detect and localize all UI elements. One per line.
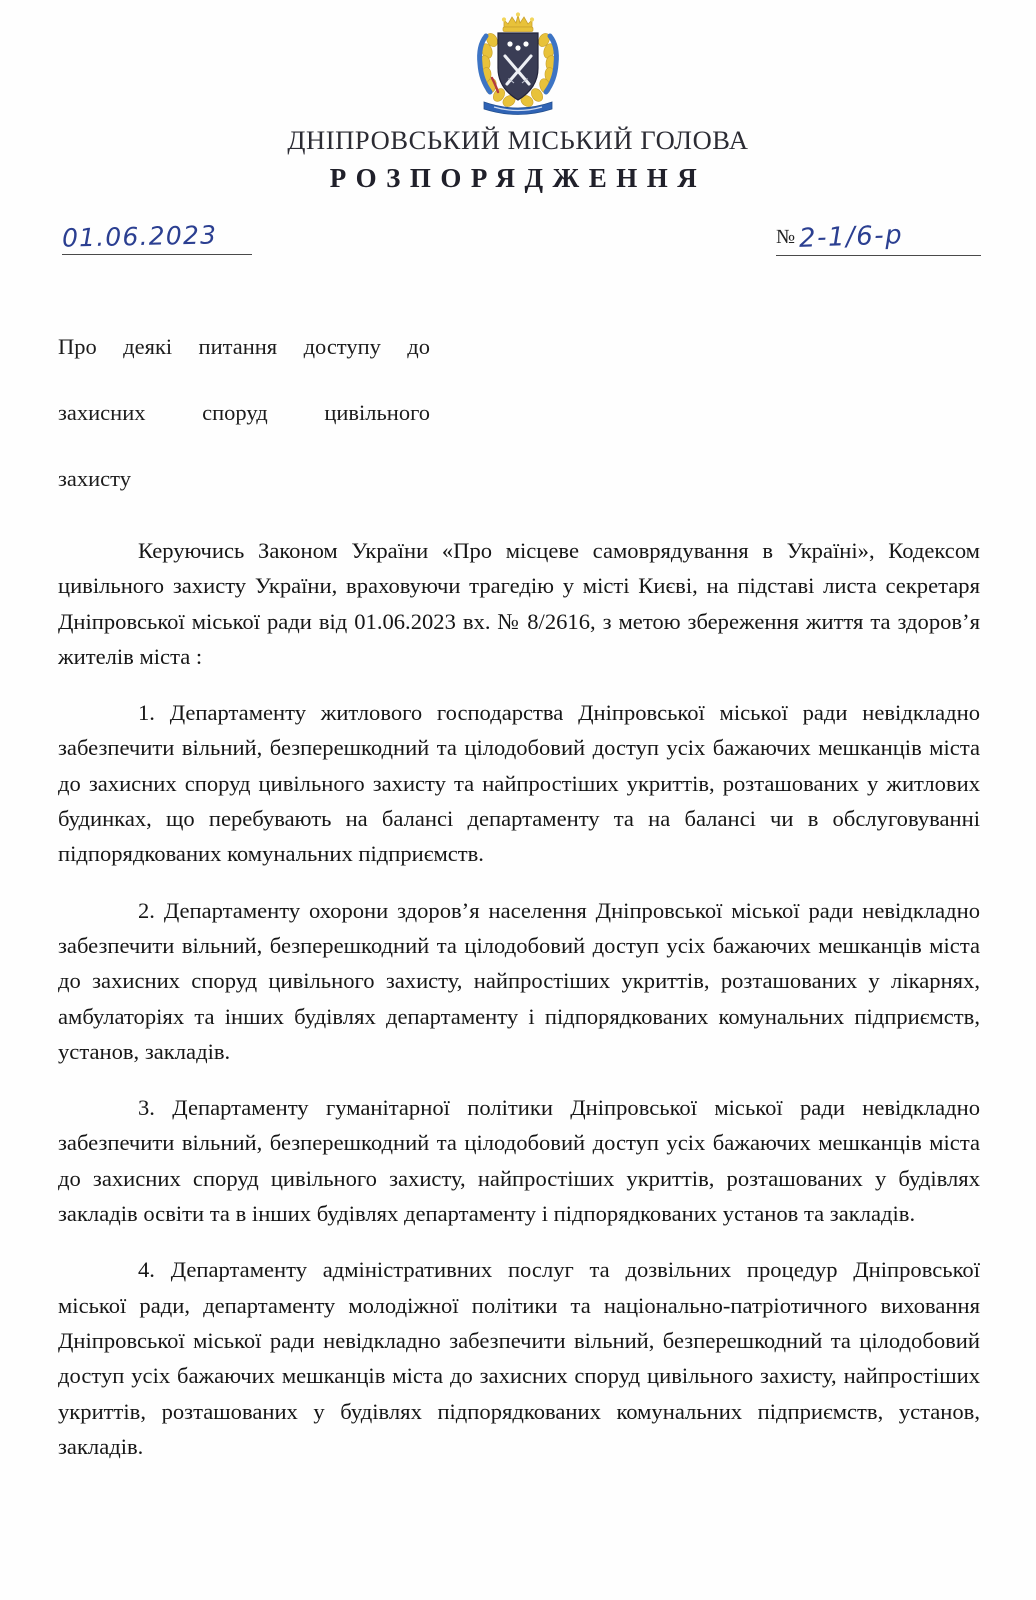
- clause-paragraph-3: 3. Департаменту гуманітарної політики Дніпровської міської ради невідкладно забезпечити вільний, безперешкодний та цілодобовий доступ усіх бажаючих мешканців міста до захисних споруд цивільного захисту, найпростіших укриттів, розташованих у будівлях закладів освіти та в інших будівлях департаменту і підпорядкованих установ та закладів.: [58, 1095, 980, 1227]
- subject-line-2: захисних споруд цивільного: [58, 400, 430, 425]
- preamble-paragraph: Керуючись Законом України «Про місцеве самоврядування в Україні», Кодексом цивільного захисту України, враховуючи трагедію у місті Києві, на підставі листа секретаря Дніпровської міської ради від 01.06.2023 вх. № 8/2616, з метою збереження життя та здоров’я жителів міста :: [58, 538, 980, 669]
- clause-paragraph-1: 1. Департаменту житлового господарства Дніпровської міської ради невідкладно забезпечити вільний, безперешкодний та цілодобовий доступ усіх бажаючих мешканців міста до захисних споруд цивільного захисту та найпростіших укриттів, розташованих у житлових будинках, що перебувають на балансі департаменту та на балансі чи в обслуговуванні підпорядкованих комунальних підприємств.: [58, 700, 980, 867]
- subject-line-3: захисту: [58, 466, 131, 491]
- registration-number-field[interactable]: [776, 222, 981, 256]
- document-body: [58, 533, 980, 1464]
- clause-paragraph-4: 4. Департаменту адміністративних послуг та дозвільних процедур Дніпровської міської ради, департаменту молодіжної політики та національно-патріотичного виховання Дніпровської міської ради невідкладно забезпечити вільний, безперешкодний та цілодобовий доступ усіх бажаючих мешканців міста до захисних споруд цивільного захисту, найпростіших укриттів, розташованих у будівлях підпорядкованих комунальних підприємств, установ, закладів.: [58, 1257, 980, 1459]
- registration-line: [0, 222, 1036, 272]
- emblem-container: [0, 6, 1036, 123]
- registration-number-value: 2-1/6-р: [798, 220, 904, 254]
- registration-date-value: 01.06.2023: [61, 220, 218, 253]
- number-sign-label: №: [776, 226, 796, 248]
- registration-date-field[interactable]: [62, 222, 252, 255]
- document-type-title: РОЗПОРЯДЖЕННЯ: [329, 163, 707, 193]
- organization-title: ДНІПРОВСЬКИЙ МІСЬКИЙ ГОЛОВА: [287, 125, 749, 155]
- dnipro-city-coat-of-arms-icon: [470, 6, 566, 118]
- subject-line-1: Про деякі питання доступу до: [58, 334, 430, 359]
- document-subject: [58, 330, 430, 495]
- clause-paragraph-2: 2. Департаменту охорони здоров’я населення Дніпровської міської ради невідкладно забезпечити вільний, безперешкодний та цілодобовий доступ усіх бажаючих мешканців міста до захисних споруд цивільного захисту, найпростіших укриттів, розташованих у лікарнях, амбулаторіях та інших будівлях департаменту і підпорядкованих комунальних підприємств, установ, закладів.: [58, 897, 980, 1064]
